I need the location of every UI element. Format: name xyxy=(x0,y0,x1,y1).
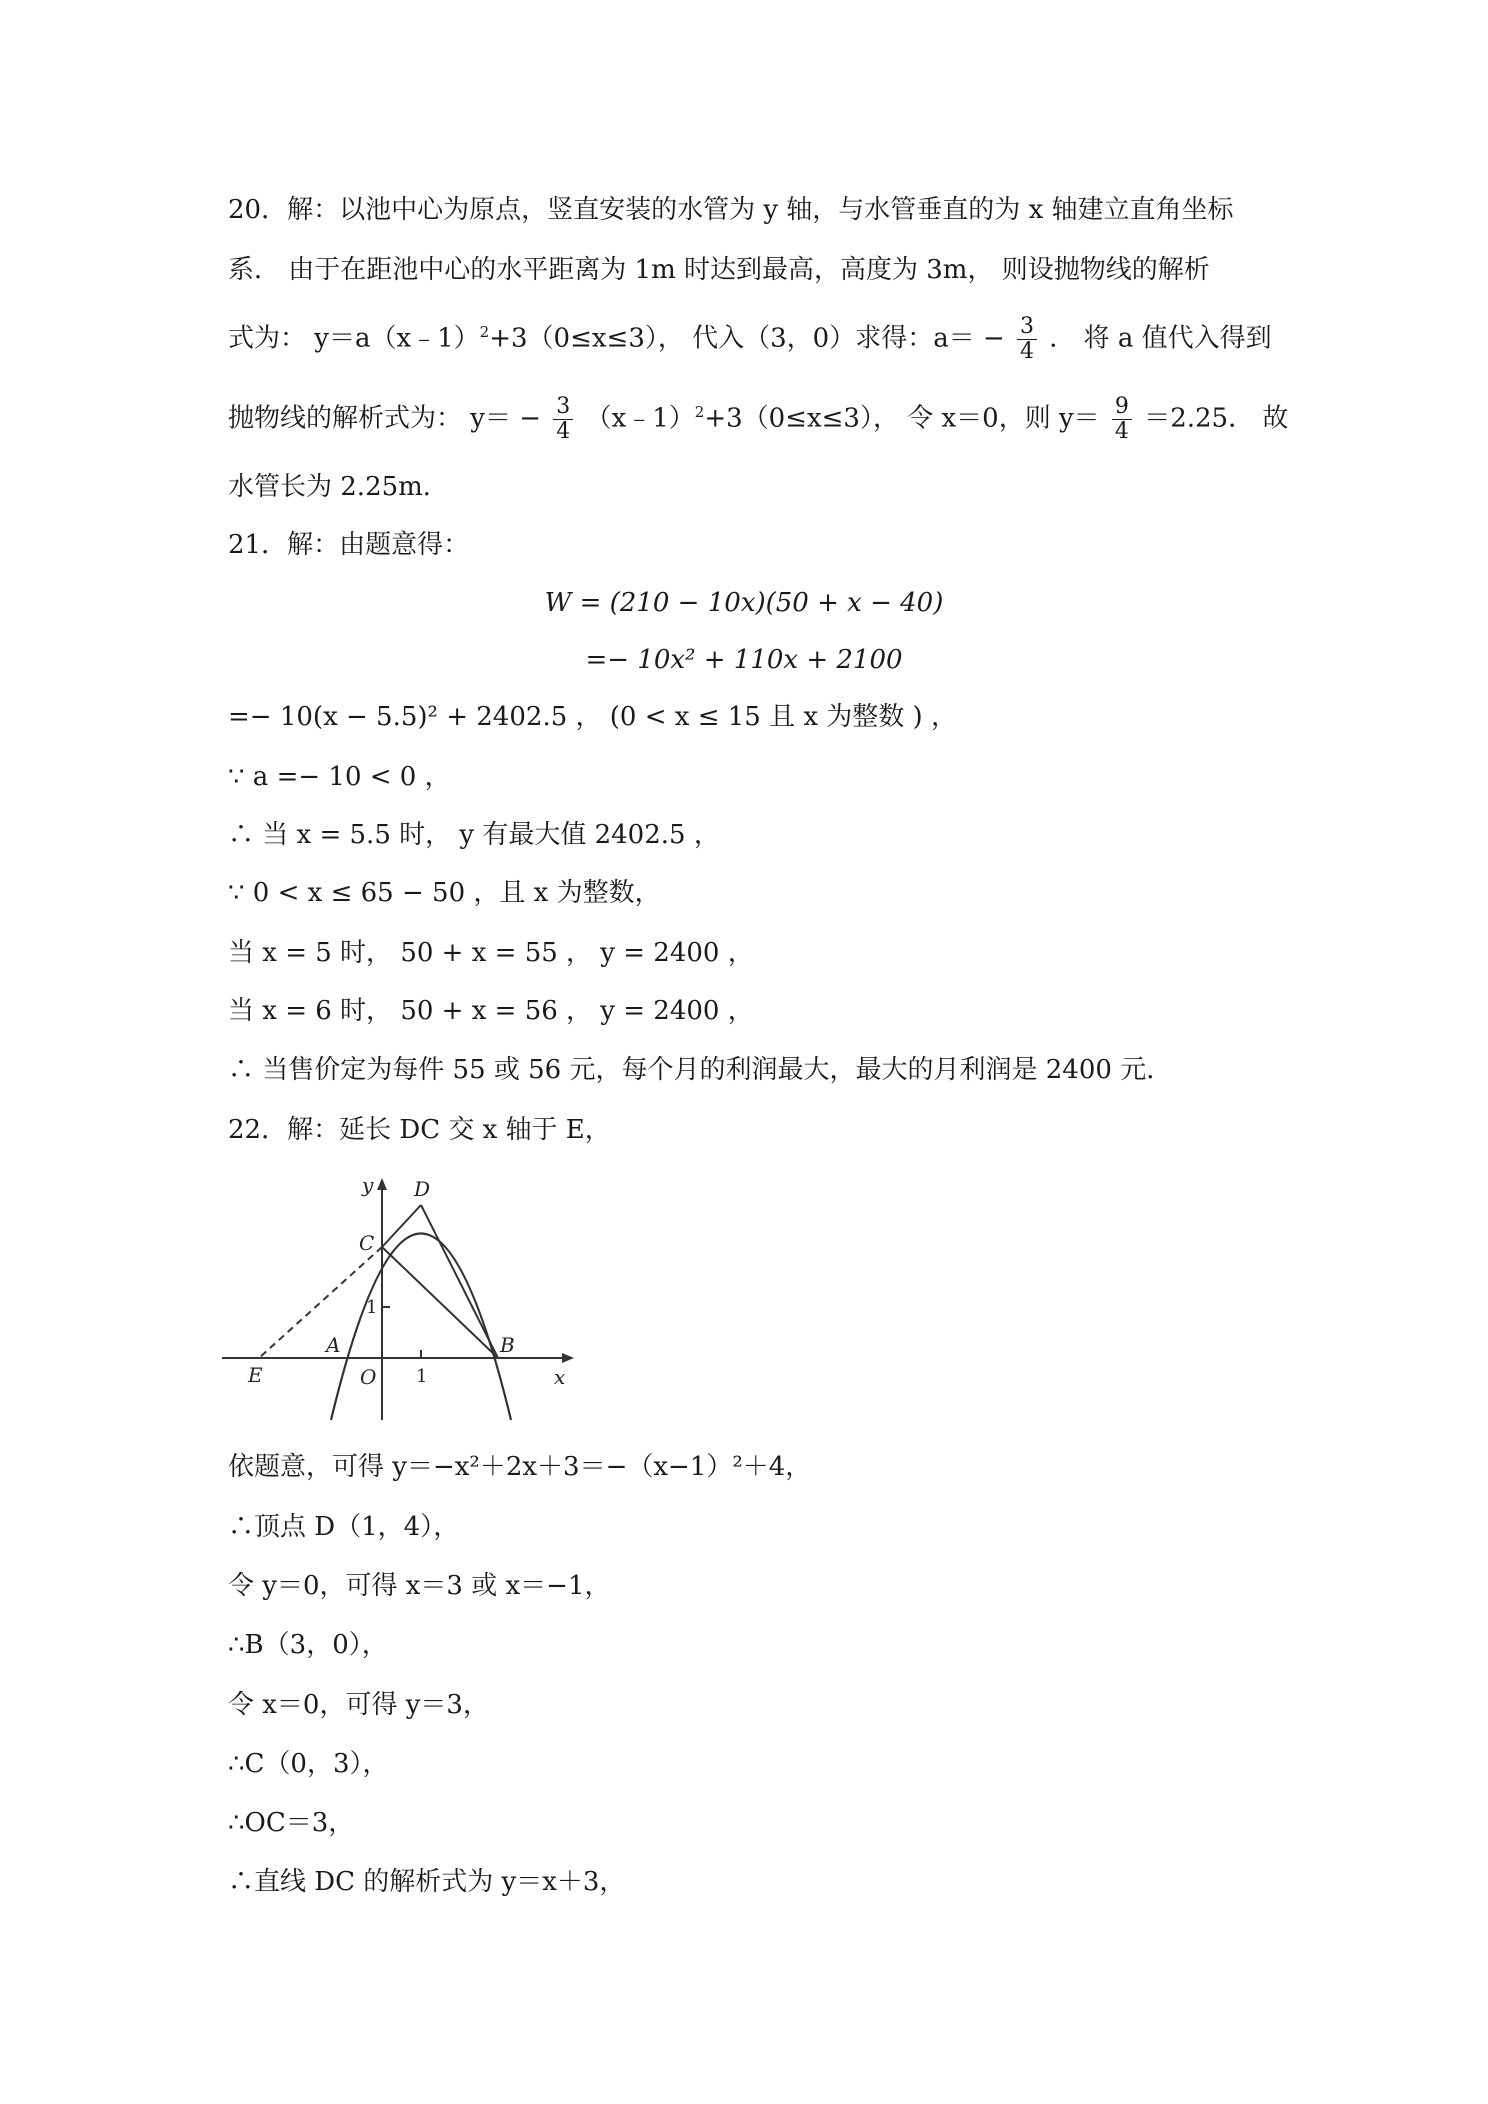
label-C: C xyxy=(359,1231,375,1255)
segment-DB xyxy=(421,1205,498,1358)
q20-line-4-post: ＝2.25． 故 xyxy=(1144,403,1289,434)
q21-line-5: ∴ 当 x = 5.5 时， y 有最大值 2402.5 ， xyxy=(228,820,720,850)
q20-line-4-mid: （x﹣1） xyxy=(585,403,695,434)
label-x: x xyxy=(554,1365,566,1389)
q20-line-3-mid: +3（0≤x≤3）， 代入（3，0）求得：a＝ − xyxy=(489,323,1005,354)
q21-line-6: ∵ 0 < x ≤ 65 − 50 ，且 x 为整数， xyxy=(228,878,661,908)
parabola-curve xyxy=(331,1234,511,1421)
label-D: D xyxy=(414,1177,431,1201)
q22-line-5: 令 x＝0，可得 y＝3， xyxy=(228,1690,489,1720)
label-y: y xyxy=(362,1173,374,1197)
segment-CB xyxy=(382,1247,498,1358)
fraction-3-4 xyxy=(1017,315,1037,364)
q21-equation-1: W = (210 − 10x)(50 + x − 40) xyxy=(544,588,944,618)
q20-line-4-mid2: +3（0≤x≤3）， 令 x＝0，则 y＝ xyxy=(704,403,1100,434)
label-A: A xyxy=(326,1333,341,1357)
label-B: B xyxy=(500,1333,515,1357)
superscript: 2 xyxy=(694,402,705,421)
q21-line-9: ∴ 当售价定为每件 55 或 56 元，每个月的利润最大，最大的月利润是 2400 元． xyxy=(228,1055,1173,1085)
x-axis-arrow xyxy=(562,1353,574,1363)
fraction-denominator: 4 xyxy=(1114,419,1129,444)
q20-line-3-pre: 式为： y＝a（x﹣1） xyxy=(228,323,480,354)
q20-line-3 xyxy=(228,315,1272,364)
q21-line-4: ∵ a =− 10 < 0 ， xyxy=(228,762,451,792)
q22-line-6: ∴C（0，3）， xyxy=(228,1749,389,1779)
label-x-one: 1 xyxy=(416,1366,428,1387)
fraction-3-4 xyxy=(553,395,573,444)
q21-equation-3: =− 10(x − 5.5)² + 2402.5 ， (0 < x ≤ 15 且 x 为整数 ) ， xyxy=(228,702,957,732)
q21-heading: 21．解：由题意得： xyxy=(228,530,470,560)
label-E: E xyxy=(248,1363,263,1387)
label-y-one: 1 xyxy=(366,1297,378,1318)
fraction-numerator: 3 xyxy=(553,395,573,420)
parabola-figure xyxy=(222,1172,582,1422)
label-O: O xyxy=(360,1365,377,1389)
q21-line-7: 当 x = 5 时， 50 + x = 55 ， y = 2400 ， xyxy=(228,938,754,968)
segment-EC-dashed xyxy=(259,1247,382,1358)
fraction-denominator: 4 xyxy=(556,419,571,444)
q20-line-4-pre: 抛物线的解析式为： y＝ − xyxy=(228,403,542,434)
q22-line-4: ∴B（3，0）， xyxy=(228,1630,388,1660)
q21-line-8: 当 x = 6 时， 50 + x = 56 ， y = 2400 ， xyxy=(228,996,754,1026)
fraction-numerator: 9 xyxy=(1112,395,1132,420)
q22-line-7: ∴OC＝3， xyxy=(228,1808,355,1838)
q20-line-1: 20．解：以池中心为原点，竖直安装的水管为 y 轴，与水管垂直的为 x 轴建立直角坐标 xyxy=(228,195,1234,225)
q20-line-2: 系． 由于在距池中心的水平距离为 1m 时达到最高，高度为 3m， 则设抛物线的解析 xyxy=(228,255,1210,285)
q22-line-8: ∴直线 DC 的解析式为 y＝x＋3， xyxy=(228,1867,626,1897)
q20-line-3-post: ． 将 a 值代入得到 xyxy=(1049,323,1272,354)
q21-equation-2: =− 10x² + 110x + 2100 xyxy=(585,645,903,675)
superscript: 2 xyxy=(479,322,490,341)
q22-line-1: 依题意，可得 y＝−x²＋2x＋3＝−（x−1）²＋4， xyxy=(228,1452,812,1482)
fraction-numerator: 3 xyxy=(1017,315,1037,340)
q20-line-4 xyxy=(228,395,1288,444)
q22-heading: 22．解：延长 DC 交 x 轴于 E， xyxy=(228,1115,611,1145)
q20-line-5: 水管长为 2.25m． xyxy=(228,472,449,502)
y-axis-arrow xyxy=(377,1178,387,1190)
fraction-denominator: 4 xyxy=(1020,339,1035,364)
q22-line-3: 令 y＝0，可得 x＝3 或 x＝−1， xyxy=(228,1571,611,1601)
fraction-9-4 xyxy=(1112,395,1132,444)
segment-CD xyxy=(382,1205,421,1247)
q22-line-2: ∴顶点 D（1，4）， xyxy=(228,1512,460,1542)
